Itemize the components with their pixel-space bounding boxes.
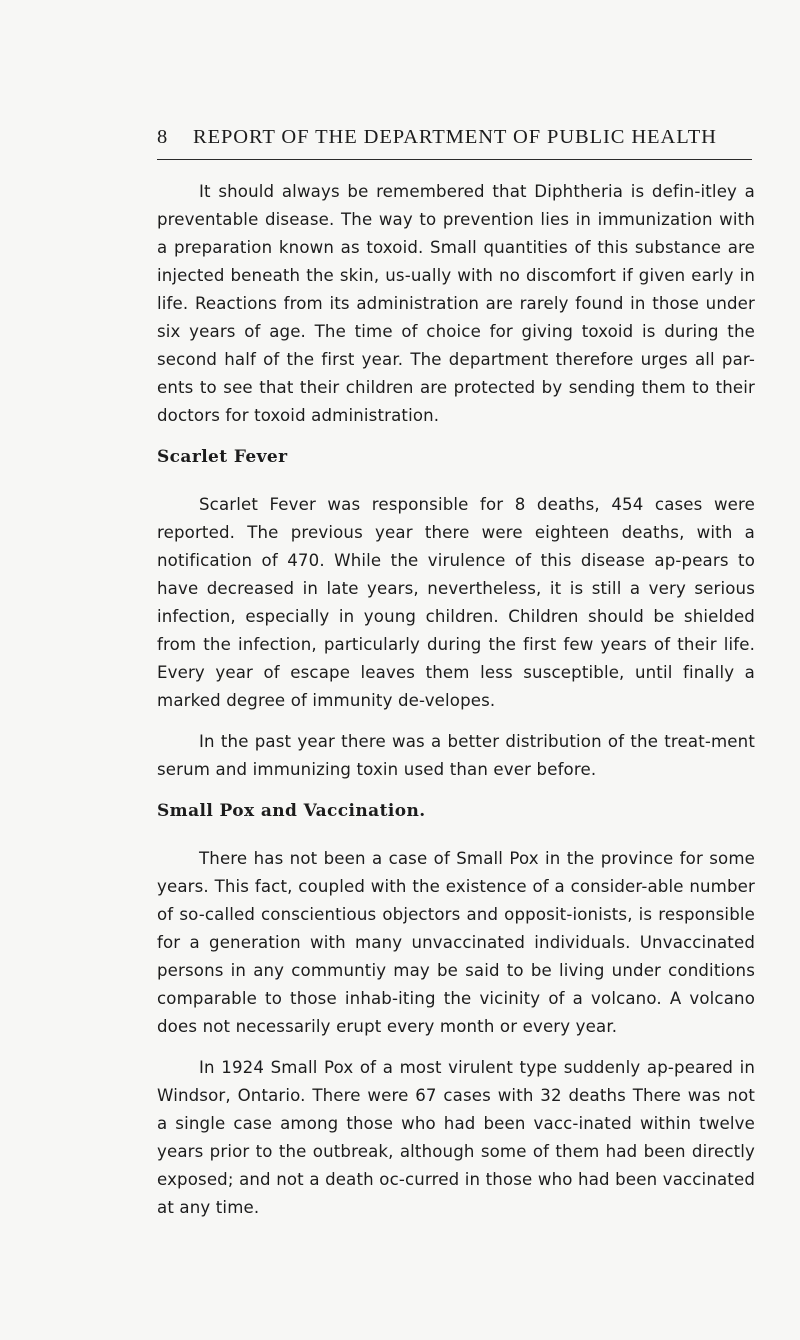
scarlet-fever-paragraph-2: In the past year there was a better distribution of the treat-ment serum and immunizing toxin used than ever before. bbox=[157, 732, 755, 779]
scarlet-fever-heading: Scarlet Fever bbox=[157, 447, 288, 467]
header-title: REPORT OF THE DEPARTMENT OF PUBLIC HEALTH bbox=[193, 126, 717, 148]
running-header bbox=[157, 126, 752, 160]
small-pox-heading: Small Pox and Vaccination. bbox=[157, 801, 426, 821]
scarlet-fever-paragraph-1: Scarlet Fever was responsible for 8 deaths, 454 cases were reported. The previous year there were eighteen deaths, with a notification of 470. While the virulence of this disease ap-pears to have decreased in late years, nevertheless, it is still a very serious infection, especially in young children. Children should be shielded from the infection, particularly during the first few years of their life. Every year of escape leaves them less susceptible, until finally a marked degree of immunity de-velopes. bbox=[157, 495, 755, 710]
page-number: 8 bbox=[157, 126, 169, 148]
diphtheria-paragraph: It should always be remembered that Diphtheria is defin-itley a preventable disease. The way to prevention lies in immunization with a preparation known as toxoid. Small quantities of this substance are injected beneath the skin, us-ually with no discomfort if given early in life. Reactions from its administration are rarely found in those under six years of age. The time of choice for giving toxoid is during the second half of the first year. The department therefore urges all par-ents to see that their children are protected by sending them to their doctors for toxoid administration. bbox=[157, 182, 755, 425]
small-pox-paragraph-2: In 1924 Small Pox of a most virulent type suddenly ap-peared in Windsor, Ontario. There were 67 cases with 32 deaths There was not a single case among those who had been vacc-inated within twelve years prior to the outbreak, although some of them had been directly exposed; and not a death oc-curred in those who had been vaccinated at any time. bbox=[157, 1058, 755, 1217]
small-pox-paragraph-1: There has not been a case of Small Pox in the province for some years. This fact, coupled with the existence of a consider-able number of so-called conscientious objectors and opposit-ionists, is responsible for a generation with many unvaccinated individuals. Unvaccinated persons in any communtiy may be said to be living under conditions comparable to those inhab-iting the vicinity of a volcano. A volcano does not necessarily erupt every month or every year. bbox=[157, 849, 755, 1036]
body-text bbox=[157, 178, 755, 1222]
